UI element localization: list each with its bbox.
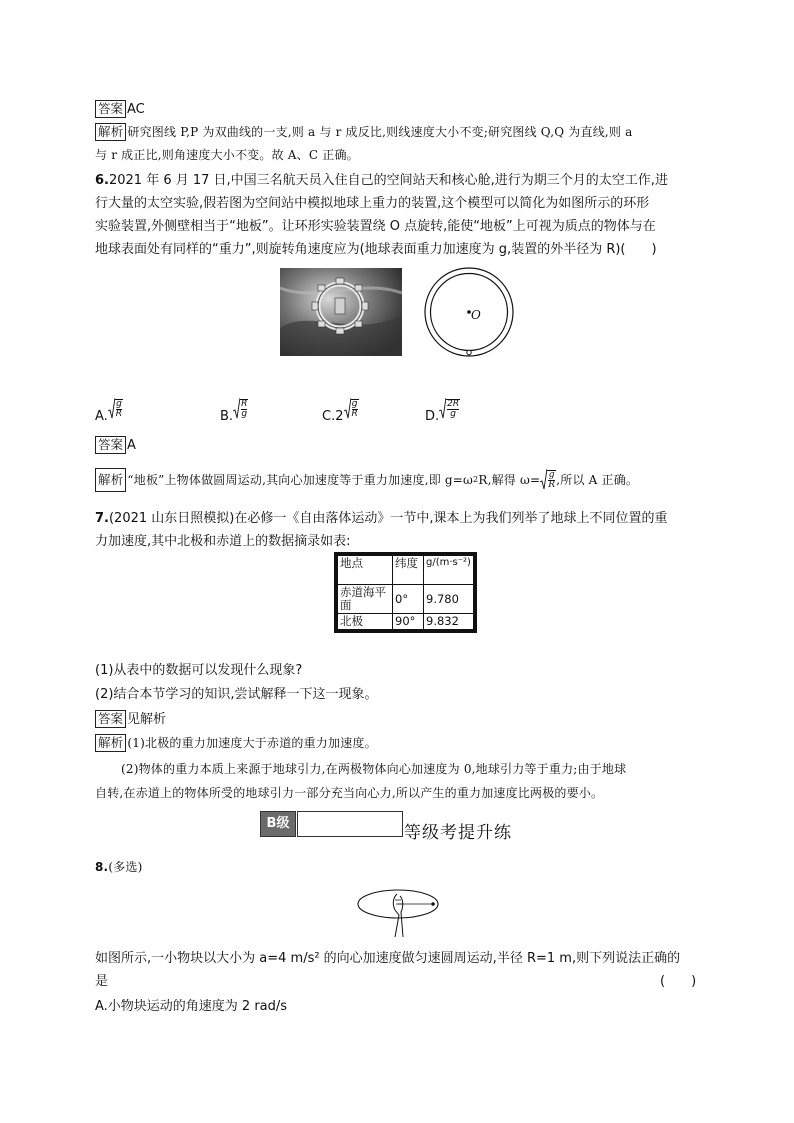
table-row <box>338 585 474 614</box>
option-d[interactable]: D. $\frac{2R}{g}$ <box>425 399 460 424</box>
q7-sub2: (2)结合本节学习的知识,尝试解释一下这一现象。 <box>95 687 378 702</box>
q8-option-a[interactable]: A.小物块运动的角速度为 2 rad/s <box>95 999 288 1014</box>
table-cell: 90° <box>393 614 424 630</box>
level-banner-box <box>297 811 403 837</box>
q7-explain-2-line2: 自转,在赤道上的物体所受的地球引力一部分充当向心力,所以产生的重力加速度比两极的要小。 <box>95 786 604 800</box>
q7-stem-line1: 7.(2021 山东日照模拟)在必修一《自由落体运动》一节中,课本上为我们列举了地球上不同位置的重 <box>95 511 668 526</box>
option-b[interactable]: B. $\frac{R}{g}$ <box>220 399 248 424</box>
option-a[interactable]: A. $\frac{g}{R}$ <box>95 399 123 424</box>
q8-stem-line2: 是 <box>95 974 109 989</box>
q8-stem-line1: 如图所示,一小物块以大小为 a=4 m/s² 的向心加速度做匀速圆周运动,半径 R=1 m,则下列说法正确的 <box>95 951 681 966</box>
gravity-table <box>334 552 477 633</box>
q6-stem-line4: 地球表面处有同样的“重力”,则旋转角速度应为(地球表面重力加速度为 g,装置的外半径为 R)( ) <box>95 242 657 257</box>
q6-answer-row <box>95 436 136 455</box>
circular-motion-diagram <box>355 882 441 940</box>
q7-explain-1: 解析 (1)北极的重力加速度大于赤道的重力加速度。 <box>95 734 377 752</box>
table-cell: 9.832 <box>424 614 474 630</box>
table-header: g/(m·s⁻²) <box>424 556 474 585</box>
table-cell: 北极 <box>338 614 393 630</box>
table-header: 纬度 <box>393 556 424 585</box>
section-title: 等级考提升练 <box>404 823 512 843</box>
option-c[interactable]: C.2 $\frac{g}{R}$ <box>322 399 358 424</box>
q7-answer-row <box>95 710 166 729</box>
table-header-row <box>338 556 474 585</box>
answer-tag: 答案 <box>95 100 126 118</box>
q7-explain-2-line1: (2)物体的重力本质上来源于地球引力,在两极物体向心加速度为 0,地球引力等于重力;由于地球 <box>121 762 627 776</box>
q8-header: 8.(多选) <box>95 860 143 874</box>
table-cell: 赤道海平面 <box>338 585 393 614</box>
q6-stem-line3: 实验装置,外侧壁相当于“地板”。让环形实验装置绕 O 点旋转,能使“地板”上可视为质点的物体与在 <box>95 219 656 234</box>
center-o-label: O <box>471 308 481 322</box>
ring-apparatus-diagram <box>423 266 515 358</box>
level-b-badge: B级 <box>260 811 296 837</box>
q6-stem-line2: 行大量的太空实验,假若图为空间站中模拟地球上重力的装置,这个模型可以简化为如图所示的环形 <box>95 196 650 211</box>
q5-explain-line2: 与 r 成正比,则角速度大小不变。故 A、C 正确。 <box>95 148 359 162</box>
answer-tag: 答案 <box>95 436 126 454</box>
answer-bracket: ( ) <box>660 974 697 989</box>
table-cell: 9.780 <box>424 585 474 614</box>
q5-explain-line1: 解析 研究图线 P,P 为双曲线的一支,则 a 与 r 成反比,则线速度大小不变;研究图线 Q,Q 为直线,则 a <box>95 123 633 141</box>
q5-answer: AC <box>127 102 145 117</box>
q5-answer-row <box>95 100 145 119</box>
table-header: 地点 <box>338 556 393 585</box>
q7-answer: 见解析 <box>127 712 167 727</box>
explain-tag: 解析 <box>95 468 126 492</box>
space-station-photo <box>280 268 402 356</box>
answer-tag: 答案 <box>95 710 126 728</box>
explain-tag: 解析 <box>95 123 126 141</box>
q6-explain: 解析 “地板”上物体做圆周运动,其向心加速度等于重力加速度,即 g=ω 2 R,解得 ω= $\frac{g}{R}$ ,所以 A 正确。 <box>95 468 638 492</box>
q6-stem-line1: 6.2021 年 6 月 17 日,中国三名航天员入住自己的空间站天和核心舱,进行为期三个月的太空工作,进 <box>95 173 668 188</box>
table-row <box>338 614 474 630</box>
table-cell: 0° <box>393 585 424 614</box>
explain-tag: 解析 <box>95 734 126 752</box>
q6-answer: A <box>127 438 136 453</box>
q7-sub1: (1)从表中的数据可以发现什么现象? <box>95 663 303 678</box>
q7-stem-line2: 力加速度,其中北极和赤道上的数据摘录如表: <box>95 534 351 549</box>
